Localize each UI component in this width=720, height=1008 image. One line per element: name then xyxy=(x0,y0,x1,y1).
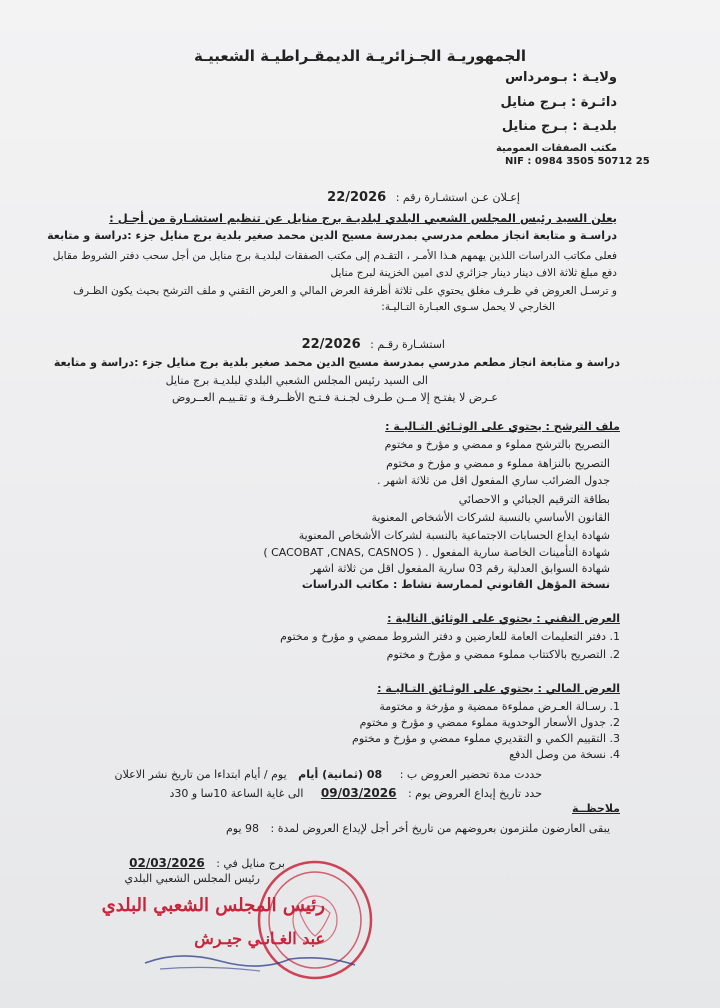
candidacy-item: شهادة ايداع الحسابات الاجتماعية بالنسبة لشركات الأشخاص المعنوية xyxy=(298,529,610,542)
notice-intro: يعلن السيد رئيس المجلس الشعبي البلدي لبلديـة برج منايل عن تنظيم استشـارة من أجـل : xyxy=(109,211,617,225)
baladiya: بلديـة : بـرج منايل xyxy=(501,119,617,134)
signer-name: عبد الغـانـي جيـرش xyxy=(194,929,325,948)
technical-item: 2. التصريح بالاكتتاب مملوء ممضي و مؤرخ و مختوم xyxy=(386,648,620,661)
notice-number: 22/2026 xyxy=(327,190,387,205)
daira: دائـرة : بـرج منايل xyxy=(500,95,617,110)
envelope-label: استشـارة رقـم : 22/2026 xyxy=(301,337,445,352)
candidacy-item: بطاقة الترقيم الجبائي و الاحصائي xyxy=(458,493,610,506)
deposit-date-line: حدد تاريخ إيداع العروض يوم : 09/03/2026 الى غاية الساعة 10سا و 30د xyxy=(169,786,542,800)
signature-place-date: برج منايل في : 02/03/2026 xyxy=(129,856,285,870)
notice-paragraph-4: الخارجي لا يحمل سـوى العبـارة التـاليـة: xyxy=(381,301,555,313)
nif-number: NIF : 0984 3505 50712 25 xyxy=(505,156,650,167)
republic-title: الجمهوريـة الجـزائريـة الديمقـراطيـة الشعبيـة xyxy=(193,47,527,65)
technical-item: 1. دفتر التعليمات العامة للعارضين و دفتر الشروط ممضي و مؤرخ و مختوم xyxy=(280,630,620,643)
note-days: 98 يوم xyxy=(225,822,260,835)
envelope-number: 22/2026 xyxy=(301,337,361,352)
handwritten-signature-icon xyxy=(140,945,360,975)
technical-title: العرض التقني : يحتوي على الوثائق التالية : xyxy=(387,612,620,625)
stamp-role: رئيس المجلس الشعبي البلدي xyxy=(101,895,325,916)
prep-duration-value: 08 (ثمانية) أيام xyxy=(298,768,383,781)
financial-item: 1. رسـالة العـرض مملوءة ممضية و مؤرخة و مختومة xyxy=(379,700,620,713)
financial-item: 3. التقييم الكمي و التقديري مملوء ممضي و مؤرخ و مختوم xyxy=(352,732,620,745)
notice-paragraph-2: دفع مبلغ ثلاثة الاف دينار دينار جزائري لدى امين الخزينة لبرج منايل xyxy=(330,267,617,279)
wilaya: ولايـة : بـومرداس xyxy=(505,70,617,85)
envelope-to: الى السيد رئيس المجلس الشعبي البلدي لبلديـة برج منايل xyxy=(165,374,428,387)
candidacy-item: جدول الضرائب ساري المفعول اقل من ثلاثة اشهر . xyxy=(377,474,610,487)
candidacy-item: التصريح بالنزاهة مملوء و ممضي و مؤرخ و مختوم xyxy=(386,457,610,470)
candidacy-item: القانون الأساسي بالنسبة لشركات الأشخاص المعنوية xyxy=(371,511,610,524)
envelope-subject: دراسة و متابعة انجاز مطعم مدرسي بمدرسة مسيح الدين محمد صغير بلدية برج منايل جزء :دراسة و متابعة xyxy=(53,356,620,369)
deposit-date: 09/03/2026 xyxy=(320,786,397,800)
notice-paragraph-1: فعلى مكاتب الدراسات اللذين يهمهم هـذا الأمـر ، التقـدم إلى مكتب الصفقات لبلديـة برج منايل من أجل سحب دفتر الشروط مقابل xyxy=(52,250,617,262)
prep-duration: حددت مدة تحضير العروض ب : 08 (ثمانية) أيام يوم / أيام ابتداءا من تاريخ نشر الاعلان xyxy=(114,768,542,781)
candidacy-item: شهادة التأمينات الخاصة سارية المفعول . ( CACOBAT ,CNAS, CASNOS ) xyxy=(263,546,610,559)
office-name: مكتب الصفقات العمومية xyxy=(495,143,617,154)
financial-title: العرض المالي : يحتوي على الوثـائق التـاليـة : xyxy=(377,682,620,695)
financial-item: 4. نسخة من وصل الدفع xyxy=(509,748,620,761)
candidacy-title: ملف الترشح : يحتوي على الوثـائق التـاليـة : xyxy=(385,420,620,433)
candidacy-item: التصريح بالترشح مملوء و ممضي و مؤرخ و مختوم xyxy=(384,438,610,451)
candidacy-item: نسخة المؤهل القانوني لممارسة نشاط : مكاتب الدراسات xyxy=(301,578,610,591)
envelope-no-open: عـرض لا يفتـح إلا مــن طـرف لجـنـة فـتـح الأظــرفـة و تقـييـم العــروض xyxy=(171,391,498,404)
notice-subject: دراسـة و متابعة انجاز مطعم مدرسي بمدرسة مسيح الدين محمد صغير بلدية برج منايل جزء :دراسة و متابعة xyxy=(47,229,617,242)
candidacy-item: شهادة السوابق العدلية رقم 03 سارية المفعول اقل من ثلاثة اشهر xyxy=(310,562,610,575)
notice-number-label: إعـلان عـن استشـارة رقم : 22/2026 xyxy=(327,190,520,205)
note-text: يبقى العارضون ملتزمون بعروضهم من تاريخ أخر أجل لإيداع العروض لمدة : 98 يوم xyxy=(225,822,610,835)
note-title: ملاحظــة xyxy=(572,802,620,815)
signature-role: رئيس المجلس الشعبي البلدي xyxy=(124,872,260,885)
signature-date: 02/03/2026 xyxy=(129,856,205,870)
notice-paragraph-3: و ترسـل العروض في ظـرف مغلق يحتوي على ثلاثة أظرفة العرض المالي و العرض التقني و ملف الترشح بحيث يكون الظـرف xyxy=(73,285,617,297)
financial-item: 2. جدول الأسعار الوحدوية مملوء ممضي و مؤرخ و مختوم xyxy=(359,716,620,729)
